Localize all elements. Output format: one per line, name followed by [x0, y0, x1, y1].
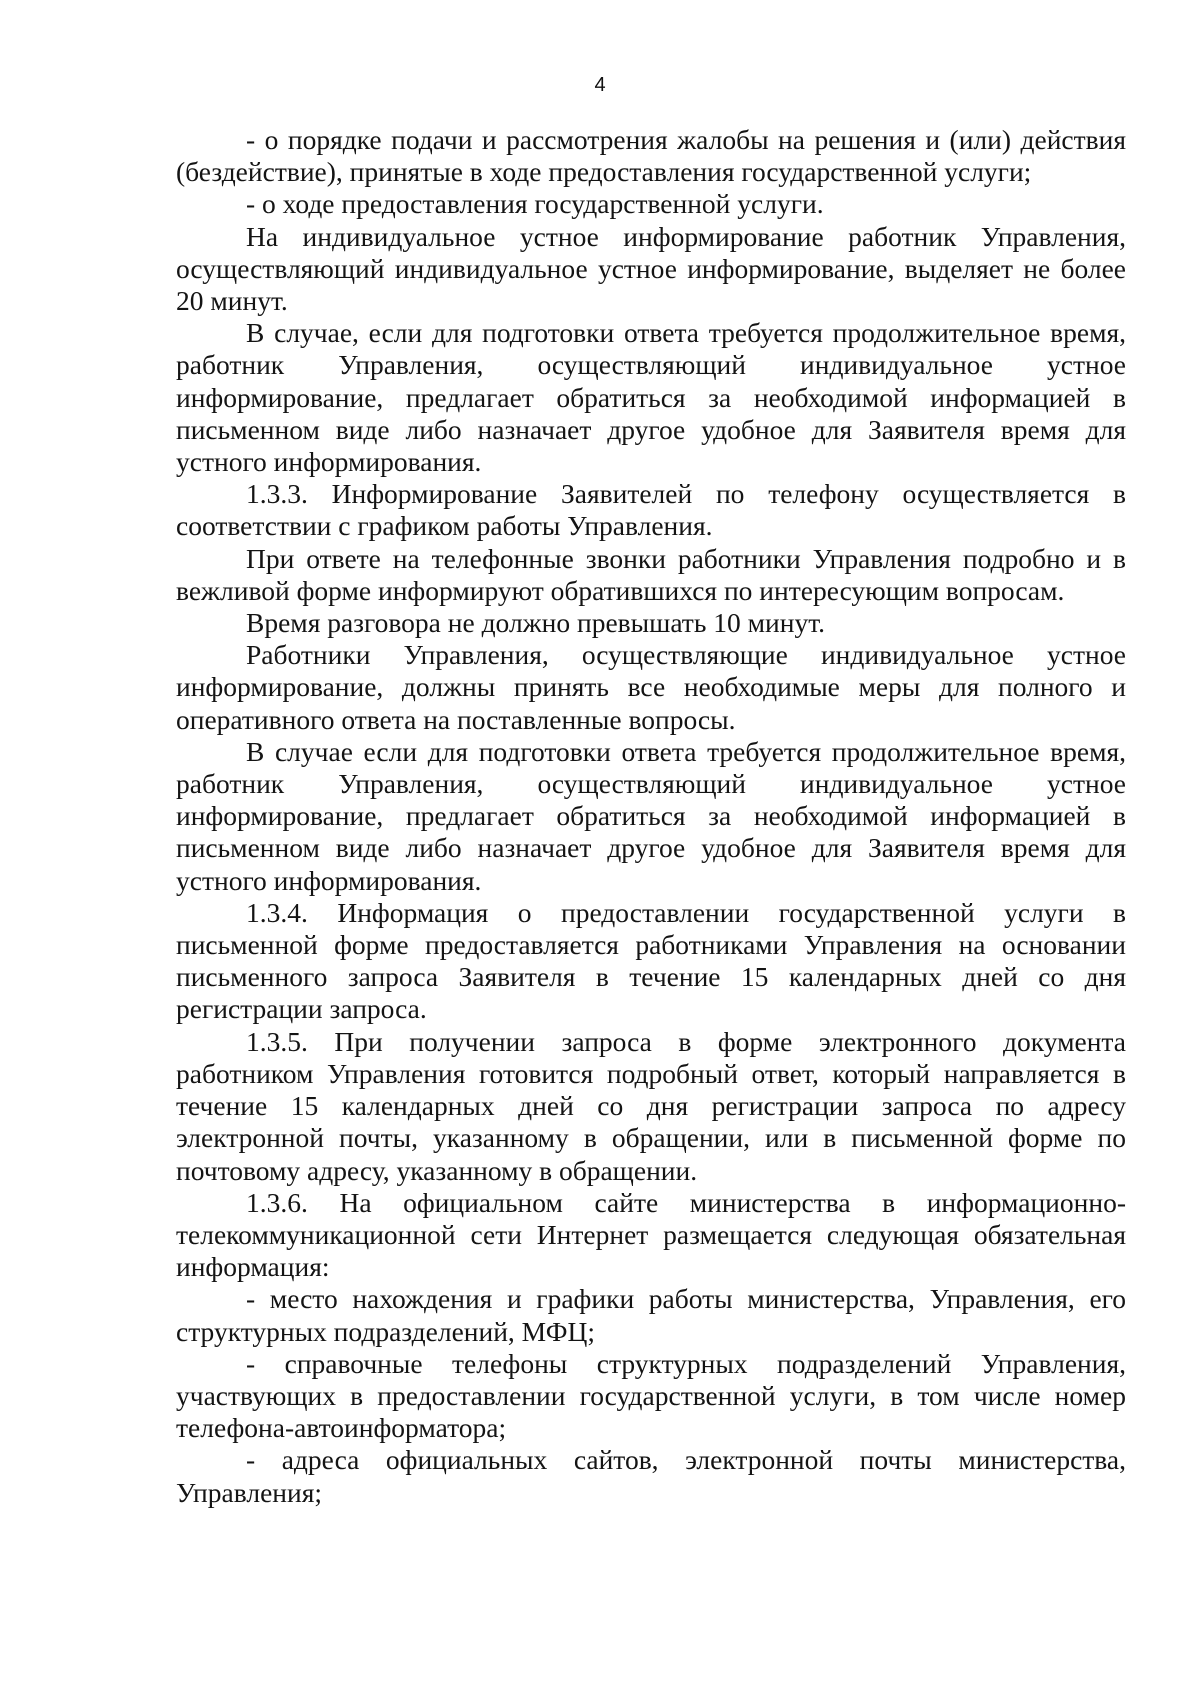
document-body	[176, 124, 1126, 1509]
paragraph-1-3-4: 1.3.4. Информация о предоставлении государственной услуги в письменной форме предоставляется работниками Управления на основании письменного запроса Заявителя в течение 15 календарных дней со дня регистрации запроса.	[176, 896, 1126, 1025]
paragraph-oral-info-time: На индивидуальное устное информирование работник Управления, осуществляющий индивидуальное устное информирование, выделяет не более 20 минут.	[176, 220, 1126, 317]
list-item-phones: - справочные телефоны структурных подразделений Управления, участвующих в предоставлении государственной услуги, в том числе номер телефона-автоинформатора;	[176, 1347, 1126, 1444]
list-item-addresses: - адреса официальных сайтов, электронной почты министерства, Управления;	[176, 1444, 1126, 1508]
paragraph-extended-time-case-2: В случае если для подготовки ответа требуется продолжительное время, работник Управления, осуществляющий индивидуальное устное информирование, предлагает обратиться за необходимой информацией в письменном виде либо назначает другое удобное для Заявителя время для устного информирования.	[176, 735, 1126, 896]
paragraph-staff-measures: Работники Управления, осуществляющие индивидуальное устное информирование, должны принять все необходимые меры для полного и оперативного ответа на поставленные вопросы.	[176, 639, 1126, 735]
paragraph-1-3-6: 1.3.6. На официальном сайте министерства в информационно-телекоммуникационной сети Интернет размещается следующая обязательная информация:	[176, 1186, 1126, 1283]
paragraph-call-duration: Время разговора не должно превышать 10 минут.	[246, 607, 826, 639]
paragraph-1-3-5: 1.3.5. При получении запроса в форме электронного документа работником Управления готовится подробный ответ, который направляется в течение 15 календарных дней со дня регистрации запроса по адресу электронной почты, указанному в обращении, или в письменной форме по почтовому адресу, указанному в обращении.	[176, 1025, 1126, 1186]
paragraph-complaint-procedure: - о порядке подачи и рассмотрения жалобы на решения и (или) действия (бездействие), принятые в ходе предоставления государственной услуги;	[176, 124, 1126, 188]
paragraph-service-progress: - о ходе предоставления государственной услуги.	[246, 188, 824, 220]
page-number: 4	[594, 74, 606, 96]
paragraph-1-3-3: 1.3.3. Информирование Заявителей по телефону осуществляется в соответствии с графиком работы Управления.	[176, 478, 1126, 542]
paragraph-phone-calls: При ответе на телефонные звонки работники Управления подробно и в вежливой форме информируют обратившихся по интересующим вопросам.	[176, 542, 1126, 606]
list-item-location: - место нахождения и графики работы министерства, Управления, его структурных подразделений, МФЦ;	[176, 1283, 1126, 1347]
paragraph-extended-time-case: В случае, если для подготовки ответа требуется продолжительное время, работник Управления, осуществляющий индивидуальное устное информирование, предлагает обратиться за необходимой информацией в письменном виде либо назначает другое удобное для Заявителя время для устного информирования.	[176, 317, 1126, 478]
